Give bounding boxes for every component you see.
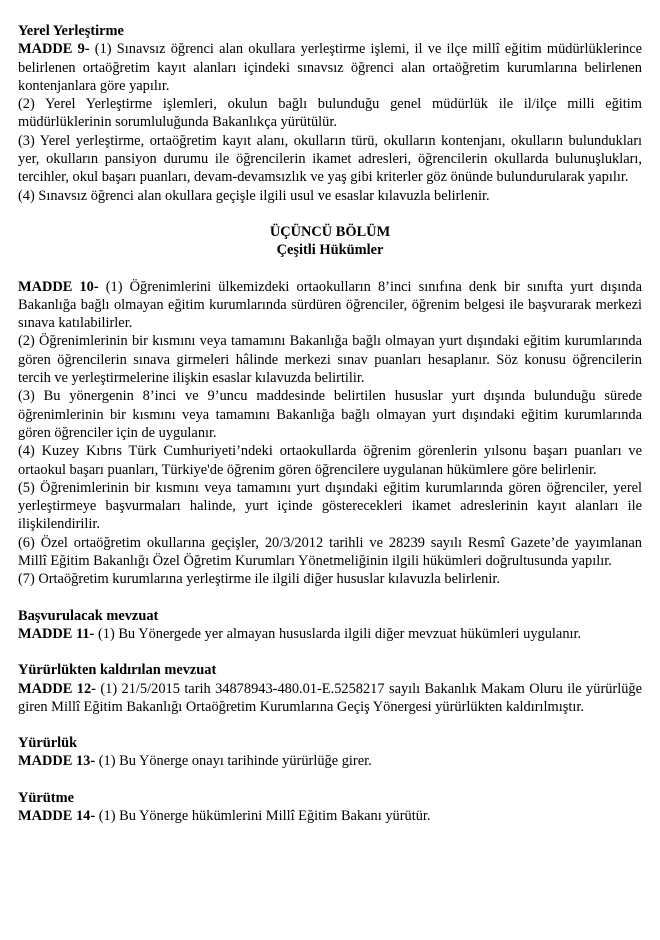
article-10-paragraph-3: (3) Bu yönergenin 8’inci ve 9’uncu maddesinde belirtilen hususlar yurt dışında bulunduğu sürede öğrenimlerinin bir kısmını veya tamamını Bakanlığa bağlı olmayan yurt dışındaki eğitim kurumlarında gören öğrenciler için de uygulanır. [18,388,642,441]
section-title-yerel-yerlestirme: Yerel Yerleştirme [18,23,124,39]
article-10-paragraph-7: (7) Ortaöğretim kurumlarına yerleştirme ile ilgili diğer hususlar kılavuzla belirlenir. [18,571,500,588]
article-9-paragraph-2: (2) Yerel Yerleştirme işlemleri, okulun bağlı bulunduğu genel müdürlük ile il/ilçe milli eğitim müdürlüklerinin sorumluluğunda Bakanlıkça yürütülür. [18,96,642,131]
article-9-text-1: (1) Sınavsız öğrenci alan okullara yerleştirme işlemi, il ve ilçe millî eğitim müdürlüklerince belirlenen ortaöğretim kayıt alanları içindeki sınavsız öğrenci alan ortaöğretim kurumlarına belirlenen kontenjanlara göre yapılır. [18,41,642,94]
article-11-paragraph-1 [18,625,642,643]
article-13-paragraph-1 [18,752,642,770]
article-13-label: MADDE 13- [18,753,96,770]
section-title-yurutme: Yürütme [18,789,74,806]
article-10-paragraph-2: (2) Öğrenimlerinin bir kısmını veya tamamını Bakanlığa bağlı olmayan yurt dışındaki eğitim kurumlarında gören öğrencilerin sınava girmeleri hâlinde merkezi sınav puanları hesaplanır. Söz konusu öğrencilerin tercih ve yerleştirmelerine ilişkin esaslar kılavuzda belirtilir. [18,333,642,387]
article-12-label: MADDE 12- [18,680,96,697]
article-14-text-1: (1) Bu Yönerge hükümlerini Millî Eğitim Bakanı yürütür. [95,807,431,824]
section-title-basvurulacak-mevzuat: Başvurulacak mevzuat [18,607,159,624]
article-12-paragraph-1 [18,680,642,717]
article-9-label: MADDE 9- [18,41,90,58]
article-10-paragraph-4: (4) Kuzey Kıbrıs Türk Cumhuriyeti’ndeki ortaokullarda öğrenim görenlerin yılsonu başarı puanları ve ortaokul başarı puanları, Türkiye'de öğrenim gören öğrencilere uygulanan hükümlere göre belirlenir. [18,443,642,478]
article-13-text-1: (1) Bu Yönerge onayı tarihinde yürürlüğe girer. [95,753,372,770]
spacer [18,260,642,278]
spacer [18,205,642,223]
article-10-paragraph-5: (5) Öğrenimlerinin bir kısmını veya tamamını yurt dışındaki eğitim kurumlarında gören öğrenciler, yerel yerleştirmeye başvurmaları halinde, yurt içinde gösterecekleri ikamet adreslerinin kayıt alanları ile ilişkilendirilir. [18,479,642,533]
spacer [18,589,642,607]
article-11-text-1: (1) Bu Yönergede yer almayan hususlarda ilgili diğer mevzuat hükümleri uygulanır. [94,625,582,642]
section-title-yururluk: Yürürlük [18,735,78,752]
spacer [18,771,642,789]
section-title-yururlukten-kaldirilan-mevzuat: Yürürlükten kaldırılan mevzuat [18,662,217,679]
article-11-label: MADDE 11- [18,625,95,642]
article-14-paragraph-1 [18,807,642,825]
part-subheading: Çeşitli Hükümler [276,242,384,259]
article-14-label: MADDE 14- [18,807,96,824]
article-12-text-1: (1) 21/5/2015 tarih 34878943-480.01-E.5258217 sayılı Bakanlık Makam Oluru ile yürürlüğe giren Millî Eğitim Bakanlığı Ortaöğretim Kurumlarına Geçiş Yönergesi yürürlükten kaldırılmıştır. [18,680,642,715]
article-10-label: MADDE 10- [18,278,99,295]
spacer [18,643,642,661]
article-10-text-1: (1) Öğrenimlerini ülkemizdeki ortaokulların 8’inci sınıfına denk bir sınıfta yurt dışında Bakanlığa bağlı olmayan eğitim kurumlarında sürdüren öğrenciler, öğrenim belgesi ile başvurarak merkezi sınava katılabilirler. [18,278,643,332]
article-9-paragraph-4: (4) Sınavsız öğrenci alan okullara geçişle ilgili usul ve esaslar kılavuzla belirlenir. [18,187,490,204]
part-heading: ÜÇÜNCÜ BÖLÜM [269,223,391,240]
article-9-paragraph-1 [18,40,642,95]
article-10-paragraph-6: (6) Özel ortaöğretim okullarına geçişler, 20/3/2012 tarihli ve 28239 sayılı Resmî Gazete’de yayımlanan Millî Eğitim Bakanlığı Özel Öğretim Kurumları Yönetmeliğinin ilgili hükümleri doğrultusunda yapılır. [18,534,642,570]
article-10-paragraph-1 [18,278,642,333]
spacer [18,716,642,734]
article-9-paragraph-3: (3) Yerel yerleştirme, ortaöğretim kayıt alanı, okulların türü, okulların kontenjanı, okulların bulundukları yer, okulların pansiyon durumu ile öğrencilerin ikamet adresleri, öğrencilerin okullarda bulunuşlukları, tercihler, okul başarı puanları, devam-devamsızlık ve yaş gibi kriterler göz önünde bulundurularak yapılır. [18,132,642,186]
